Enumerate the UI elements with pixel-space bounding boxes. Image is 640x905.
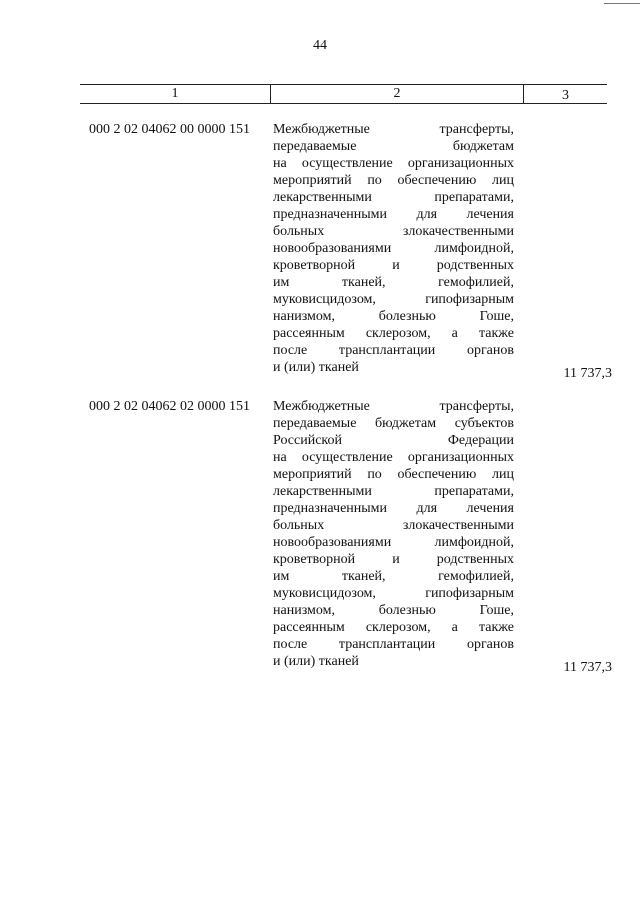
row-2-desc-line: после трансплантации органов [273, 637, 514, 652]
column-header-1: 1 [171, 86, 179, 101]
row-1-desc-line: передаваемые бюджетам [273, 139, 514, 154]
row-2-description [273, 398, 514, 670]
row-2-code: 000 2 02 04062 02 0000 151 [89, 399, 250, 414]
row-2-desc-line: муковисцидозом, гипофизарным [273, 586, 514, 601]
row-1-description [273, 121, 514, 376]
row-2-amount: 11 737,3 [563, 660, 612, 675]
row-1-desc-line: после трансплантации органов [273, 343, 514, 358]
row-2-desc-line: Межбюджетные трансферты, [273, 399, 514, 414]
table-top-border [80, 84, 607, 85]
row-1-desc-line: кроветворной и родственных [273, 258, 514, 273]
row-1-desc-line: нанизмом, болезнью Гоше, [273, 309, 514, 324]
row-2-desc-line: рассеянным склерозом, а также [273, 620, 514, 635]
row-2-desc-line: предназначенными для лечения [273, 501, 514, 516]
row-1-desc-line: предназначенными для лечения [273, 207, 514, 222]
column-header-3: 3 [562, 88, 569, 103]
row-1-desc-line: мероприятий по обеспечению лиц [273, 173, 514, 188]
row-2-desc-line: и (или) тканей [273, 654, 359, 669]
row-1-desc-line: лекарственными препаратами, [273, 190, 514, 205]
scan-corner-mark [604, 3, 640, 4]
row-1-desc-line: новообразованиями лимфоидной, [273, 241, 514, 256]
row-1-desc-line: им тканей, гемофилией, [273, 275, 514, 290]
column-header-2: 2 [393, 86, 401, 101]
row-1-desc-line: на осуществление организационных [273, 156, 514, 171]
row-2-desc-line: больных злокачественными [273, 518, 514, 533]
row-2-desc-line: Российской Федерации [273, 433, 514, 448]
row-2-desc-line: на осуществление организационных [273, 450, 514, 465]
row-1-desc-line: Межбюджетные трансферты, [273, 122, 514, 137]
row-1-desc-line: больных злокачественными [273, 224, 514, 239]
row-1-amount: 11 737,3 [563, 366, 612, 381]
row-1-code: 000 2 02 04062 00 0000 151 [89, 122, 250, 137]
row-2-desc-line: нанизмом, болезнью Гоше, [273, 603, 514, 618]
row-2-desc-line: мероприятий по обеспечению лиц [273, 467, 514, 482]
row-2-desc-line: лекарственными препаратами, [273, 484, 514, 499]
row-1-desc-line: рассеянным склерозом, а также [273, 326, 514, 341]
page-number: 44 [313, 38, 327, 53]
row-1-desc-line: муковисцидозом, гипофизарным [273, 292, 514, 307]
row-2-desc-line: им тканей, гемофилией, [273, 569, 514, 584]
row-2-desc-line: кроветворной и родственных [273, 552, 514, 567]
row-1-desc-line: и (или) тканей [273, 360, 359, 375]
row-2-desc-line: новообразованиями лимфоидной, [273, 535, 514, 550]
row-2-desc-line: передаваемые бюджетам субъектов [273, 416, 514, 431]
